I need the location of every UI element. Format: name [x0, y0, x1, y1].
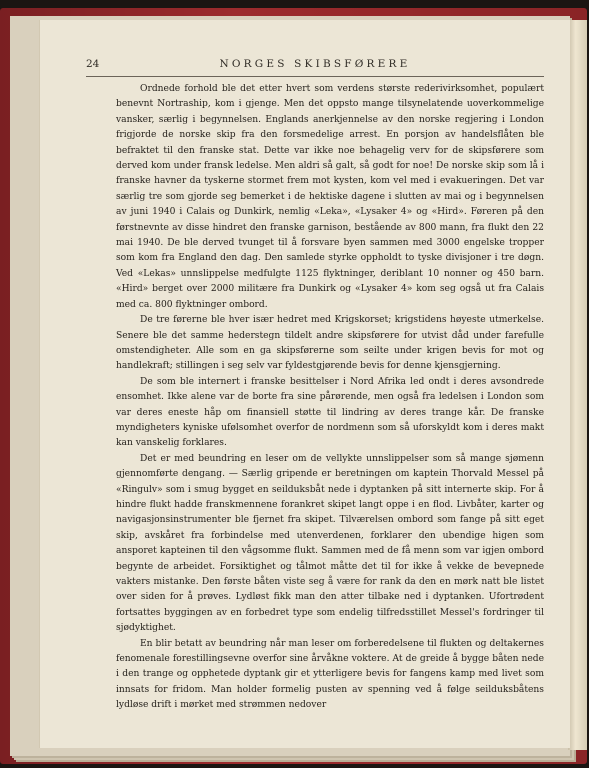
body-text	[116, 82, 544, 714]
running-header	[86, 56, 544, 77]
running-title: NORGES SKIBSFØRERE	[219, 58, 411, 70]
page-edge	[568, 20, 587, 750]
paragraph: Ordnede forhold ble det etter hvert som verdens største rederivirksomhet, populært benevnt Nortraship, kom i gjenge. Men det oppsto mange tilsynelatende uoverkommelige vansker, særlig i begynnelsen. Englands anerkjennelse av den norske regjering i London frigjorde de norske skip fra den forsmedelige arrest. En porsjon av handelsflåten ble befraktet til den franske stat. Dette var ikke noe behagelig verv for de skipsførere som derved kom under fransk ledelse. Men aldri så galt, så godt for noe! De norske skip som lå i franske havner da tyskerne stormet frem mot kysten, kom vel med i evakueringen. Det var særlig tre som gjorde seg bemerket i de hektiske dagene i slutten av mai og i begynnelsen av juni 1940 i Calais og Dunkirk, nemlig «Leka», «Lysaker 4» og «Hird». Føreren på den førstnevnte av disse hindret den franske garnison, bestående av 800 mann, fra flukt den 22 mai 1940. De ble derved tvunget til å forsvare byen sammen med 3000 engelske tropper som kom fra England den dag. Den samlede styrke oppholdt to tyske divisjoner i tre døgn. Ved «Lekas» unnslippelse medfulgte 1125 flyktninger, deriblant 10 nonner og 450 barn. «Hird» berget over 2000 militære fra Dunkirk og «Lysaker 4» kom seg også ut fra Calais med ca. 800 flyktninger ombord.	[116, 84, 544, 310]
paragraph: En blir betatt av beundring når man leser om forberedelsene til flukten og deltakernes fenomenale forestillingsevne overfor sine årvåkne voktere. At de greide å bygge båten nede i den trange og opphetede dyptank gir et ytterligere bevis for fangens kamp med livet som innsats for fridom. Man holder formelig pusten av spenning ved å følge seilduksbåtens lydløse drift i mørket med strømmen nedover	[116, 638, 544, 711]
paragraph: De som ble internert i franske besittelser i Nord Afrika led ondt i deres avsondrede ensomhet. Ikke alene var de borte fra sine pårørende, men også fra ledelsen i London som var deres eneste håp om finansiell støtte til lindring av deres trange kår. De franske myndigheters kyniske ufølsomhet overfor de nordmenn som så uforskyldt kom i deres makt kan vanskelig forklares.	[116, 376, 544, 449]
paragraph: De tre førerne ble hver især hedret med Krigskorset; krigstidens høyeste utmerkelse. Senere ble det samme hederstegn tildelt andre skipsførere for utvist dåd under farefulle omstendigheter. Alle som en ga skipsførerne som seilte under krigen bevis for mot og handlekraft; stillingen i seg selv var fyldestgjørende bevis for denne kjensgjerning.	[116, 315, 544, 372]
page-number: 24	[86, 58, 100, 70]
paragraph: Det er med beundring en leser om de vellykte unnslippelser som så mange sjømenn gjennomførte dengang. — Særlig gripende er beretningen om kaptein Thorvald Messel på «Ringulv» som i smug bygget en seilduksbåt nede i dyptanken på sitt internerte skip. For å hindre flukt hadde franskmennene forankret skipet langt oppe i en flod. Livbåter, karter og navigasjonsinstrumenter ble fjernet fra skipet. Tilværelsen ombord som fange på sitt eget skip, avskåret fra forbindelse med utenverdenen, forklarer den ubendige higen som ansporet kapteinen til den vågsomme flukt. Sammen med de få menn som var igjen ombord begynte de arbeidet. Forsiktighet og tålmot måtte det til for ikke å vekke de bevepnede vakters mistanke. Den første båten viste seg å være for rank da den en mørk natt ble listet over siden for å prøves. Lydløst fikk man den atter tilbake ned i dyptanken. Ufortrødent fortsattes byggingen av en forbedret type som endelig tilfredsstillet Messel's fordringer til sjødyktighet.	[116, 453, 544, 634]
